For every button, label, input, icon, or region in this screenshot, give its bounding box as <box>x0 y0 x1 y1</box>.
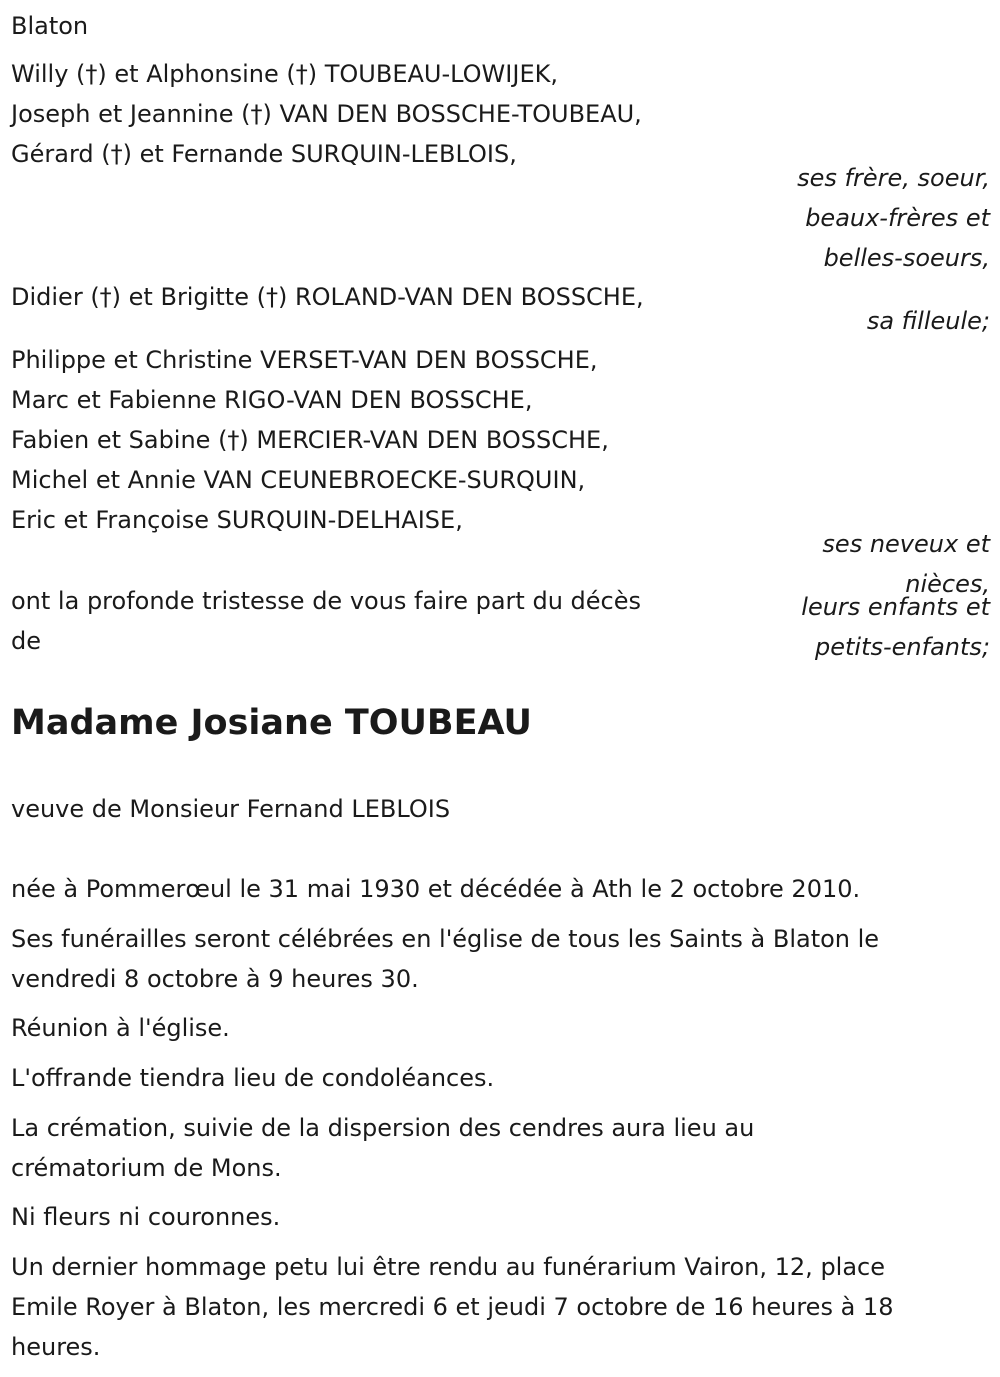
relationship-label: leurs enfants et <box>801 593 990 621</box>
relationship-label: beaux-frères et <box>805 204 990 232</box>
announcement-line: ont la profonde tristesse de vous faire part du décès <box>11 587 641 615</box>
funeral-line: vendredi 8 octobre à 9 heures 30. <box>11 965 419 993</box>
relationship-label: petits-enfants; <box>815 633 990 661</box>
relationship-label: sa filleule; <box>866 307 990 335</box>
family-line: Philippe et Christine VERSET-VAN DEN BOSSCHE, <box>11 346 598 374</box>
relationship-label: ses neveux et <box>822 530 990 558</box>
cremation-line: crématorium de Mons. <box>11 1154 282 1182</box>
family-line: Fabien et Sabine (†) MERCIER-VAN DEN BOSSCHE, <box>11 426 609 454</box>
relationship-label: nièces, <box>905 570 990 598</box>
funeral-line: Ses funérailles seront célébrées en l'église de tous les Saints à Blaton le <box>11 925 880 953</box>
tribute-line: Emile Royer à Blaton, les mercredi 6 et jeudi 7 octobre de 16 heures à 18 <box>11 1293 894 1321</box>
widow-of-line: veuve de Monsieur Fernand LEBLOIS <box>11 795 451 823</box>
family-line: Joseph et Jeannine (†) VAN DEN BOSSCHE-TOUBEAU, <box>11 100 642 128</box>
family-line: Marc et Fabienne RIGO-VAN DEN BOSSCHE, <box>11 386 533 414</box>
place-heading: Blaton <box>11 12 89 40</box>
tribute-line: heures. <box>11 1333 101 1361</box>
family-line: Didier (†) et Brigitte (†) ROLAND-VAN DEN BOSSCHE, <box>11 283 644 311</box>
family-line: Eric et Françoise SURQUIN-DELHAISE, <box>11 506 463 534</box>
flowers-line: Ni fleurs ni couronnes. <box>11 1203 281 1231</box>
family-line: Michel et Annie VAN CEUNEBROECKE-SURQUIN, <box>11 466 586 494</box>
relationship-label: ses frère, soeur, <box>797 164 990 192</box>
tribute-line: Un dernier hommage petu lui être rendu au funérarium Vairon, 12, place <box>11 1253 886 1281</box>
offering-line: L'offrande tiendra lieu de condoléances. <box>11 1064 495 1092</box>
family-line: Willy (†) et Alphonsine (†) TOUBEAU-LOWIJEK, <box>11 60 558 88</box>
deceased-name: Madame Josiane TOUBEAU <box>11 703 532 743</box>
cremation-line: La crémation, suivie de la dispersion des cendres aura lieu au <box>11 1114 755 1142</box>
meeting-line: Réunion à l'église. <box>11 1014 230 1042</box>
birth-death-line: née à Pommerœul le 31 mai 1930 et décédée à Ath le 2 octobre 2010. <box>11 875 861 903</box>
relationship-label: belles-soeurs, <box>823 244 990 272</box>
family-line: Gérard (†) et Fernande SURQUIN-LEBLOIS, <box>11 140 517 168</box>
announcement-line: de <box>11 627 41 655</box>
